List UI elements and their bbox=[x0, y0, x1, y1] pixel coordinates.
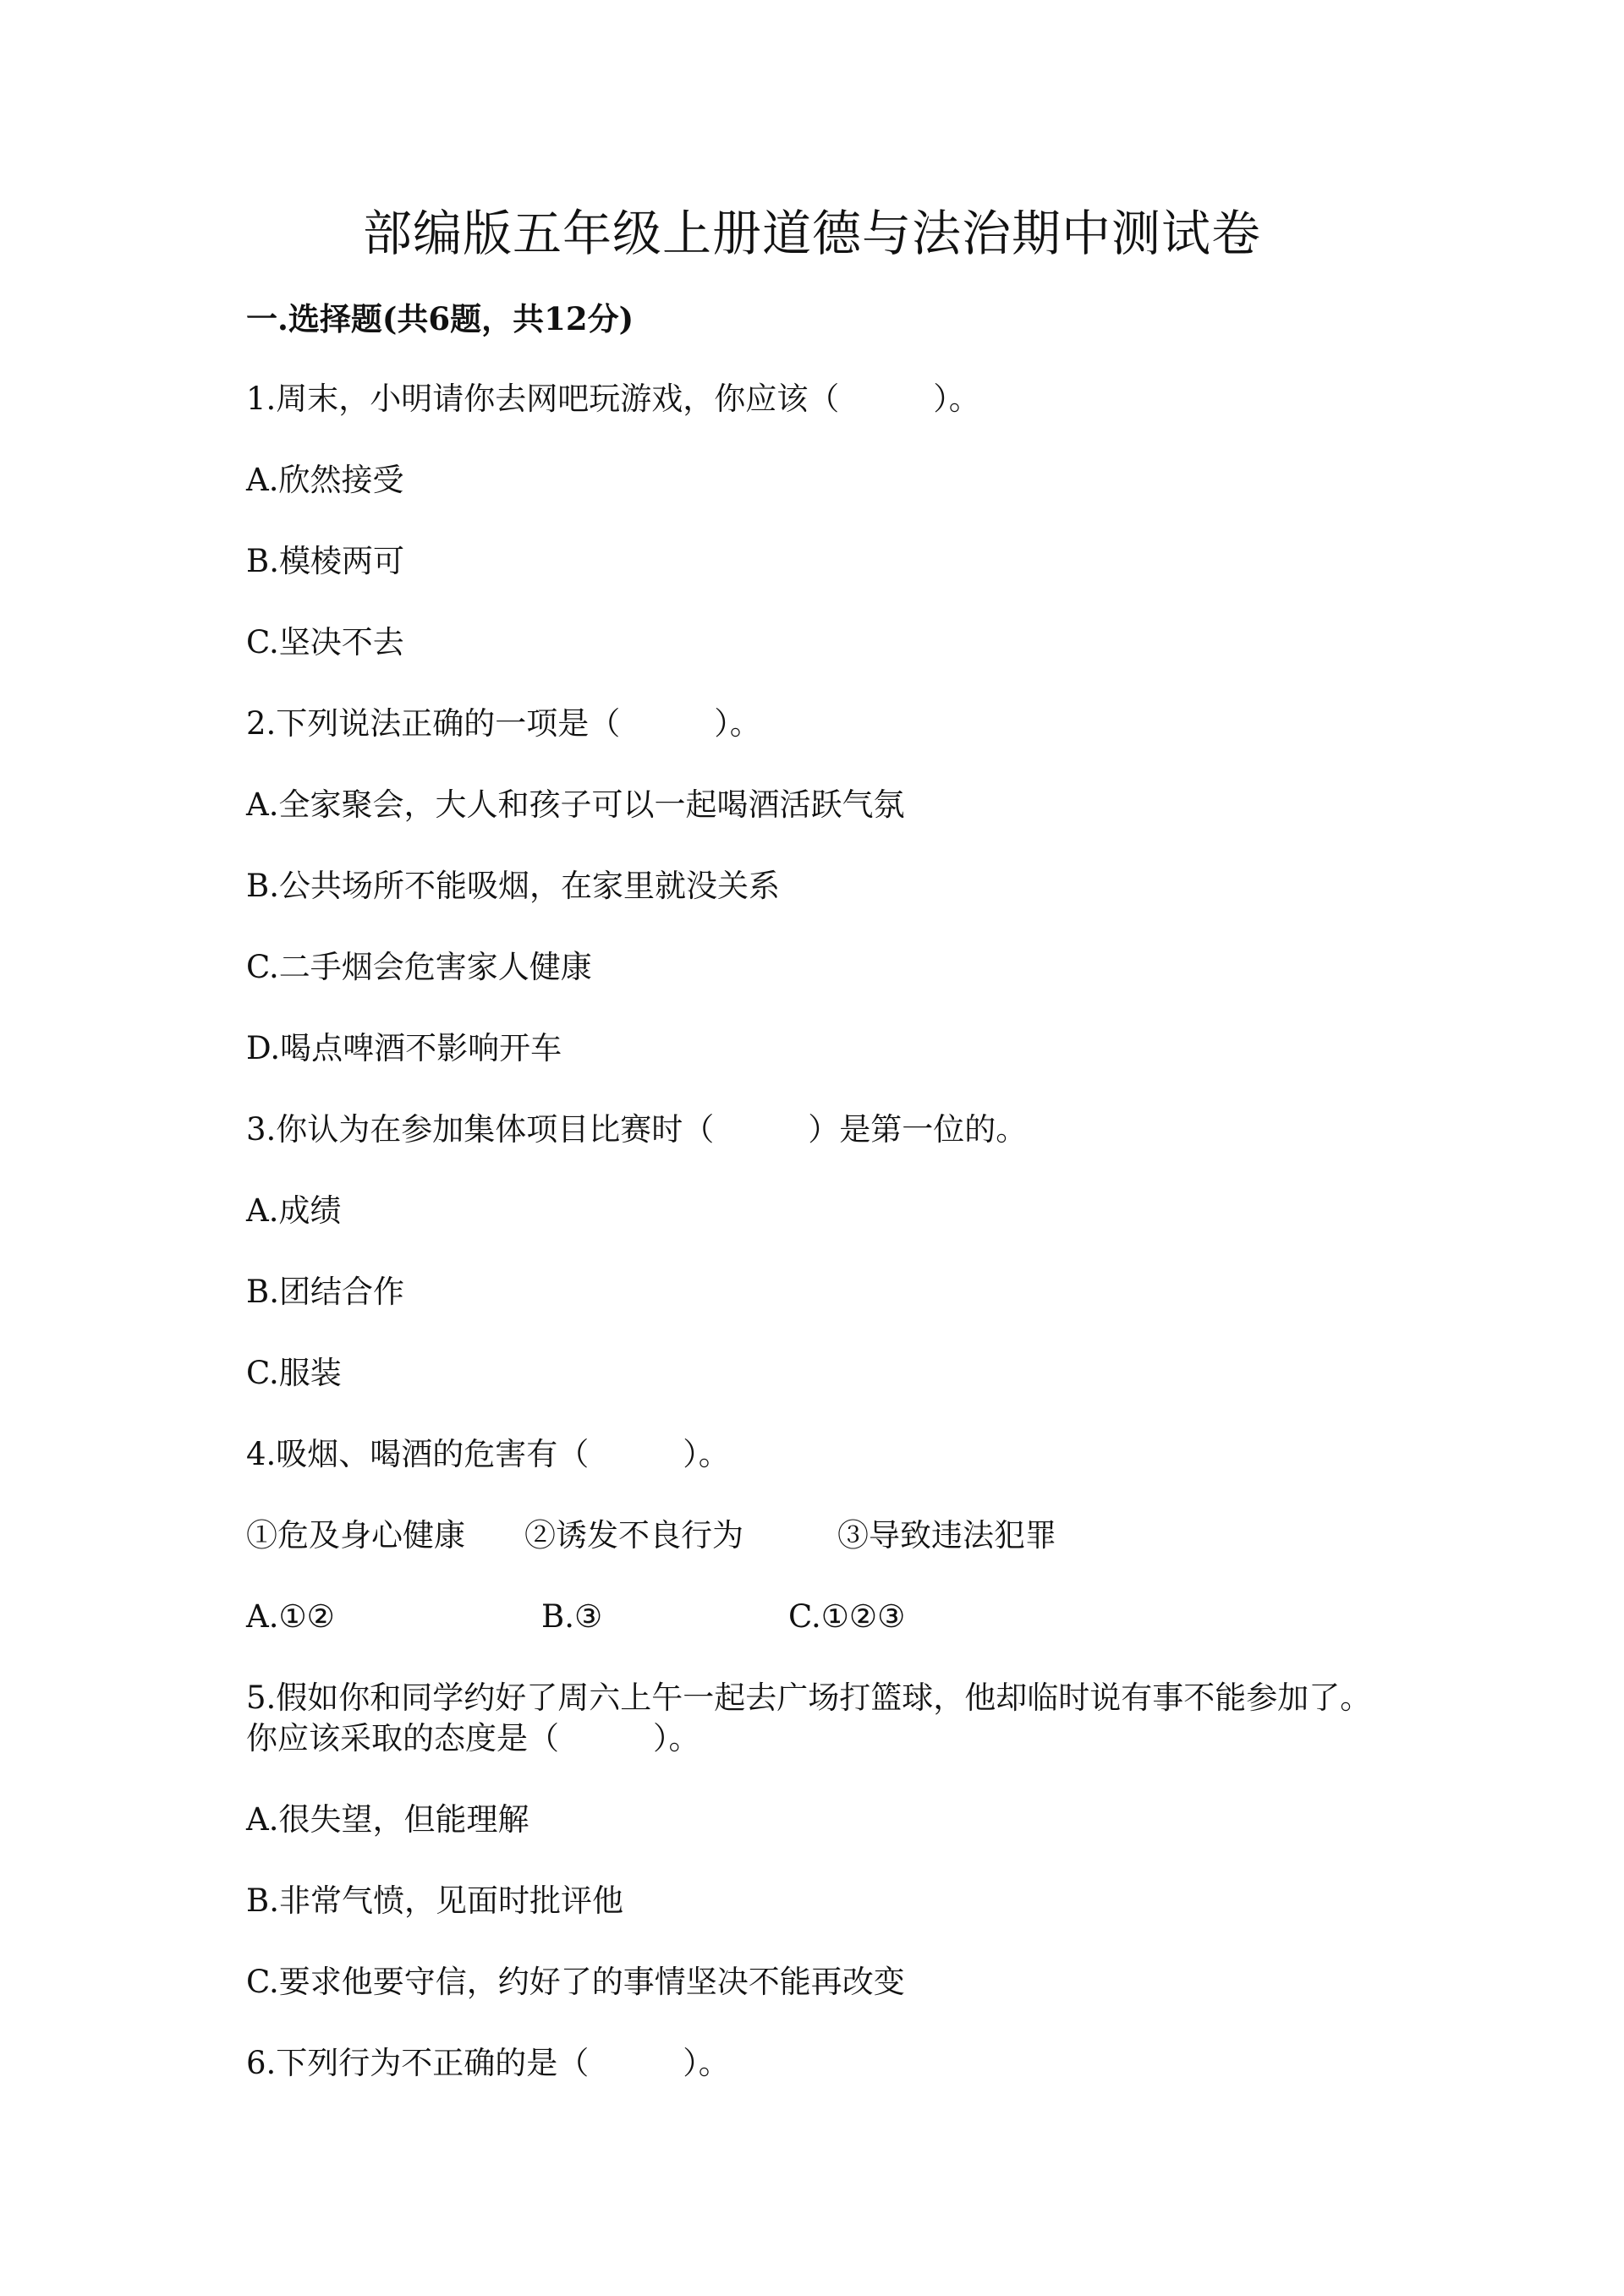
question-2-option-c: C.二手烟会危害家人健康 bbox=[246, 949, 592, 985]
section-heading: 一.选择题(共6题，共12分) bbox=[246, 300, 634, 337]
question-6-stem: 6.下列行为不正确的是（ ）。 bbox=[246, 2045, 730, 2081]
question-5-option-c: C.要求他要守信，约好了的事情坚决不能再改变 bbox=[246, 1964, 905, 2000]
question-1-option-b: B.模棱两可 bbox=[246, 543, 404, 579]
question-1-option-a: A.欣然接受 bbox=[246, 462, 404, 498]
question-4-stem: 4.吸烟、喝酒的危害有（ ）。 bbox=[246, 1436, 730, 1472]
question-3-stem: 3.你认为在参加集体项目比赛时（ ）是第一位的。 bbox=[246, 1111, 1028, 1148]
question-2-option-d: D.喝点啤酒不影响开车 bbox=[246, 1030, 562, 1066]
question-4-item-2: ②诱发不良行为 bbox=[524, 1517, 743, 1553]
question-4-item-1: ①危及身心健康 bbox=[246, 1517, 465, 1553]
question-3-option-c: C.服装 bbox=[246, 1355, 342, 1391]
question-2-stem: 2.下列说法正确的一项是（ ）。 bbox=[246, 705, 761, 742]
question-4-option-c: C.①②③ bbox=[788, 1598, 906, 1635]
question-4-option-a: A.①② bbox=[246, 1598, 335, 1635]
question-5-stem: 5.假如你和同学约好了周六上午一起去广场打篮球，他却临时说有事不能参加了。你应该采取的态度是（ ）。 bbox=[246, 1680, 1372, 1756]
page-title: 部编版五年级上册道德与法治期中测试卷 bbox=[362, 205, 1261, 262]
question-3-option-b: B.团结合作 bbox=[246, 1274, 404, 1310]
question-2-option-b: B.公共场所不能吸烟，在家里就没关系 bbox=[246, 868, 780, 904]
question-1-stem: 1.周末，小明请你去网吧玩游戏，你应该（ ）。 bbox=[246, 381, 980, 417]
question-4-item-3: ③导致违法犯罪 bbox=[837, 1517, 1056, 1553]
question-4-option-b: B.③ bbox=[541, 1598, 603, 1635]
question-2-option-a: A.全家聚会，大人和孩子可以一起喝酒活跃气氛 bbox=[246, 786, 905, 823]
question-5-option-a: A.很失望，但能理解 bbox=[246, 1801, 529, 1838]
question-5-option-b: B.非常气愤，见面时批评他 bbox=[246, 1882, 623, 1919]
question-1-option-c: C.坚决不去 bbox=[246, 624, 404, 660]
question-3-option-a: A.成绩 bbox=[246, 1192, 342, 1229]
